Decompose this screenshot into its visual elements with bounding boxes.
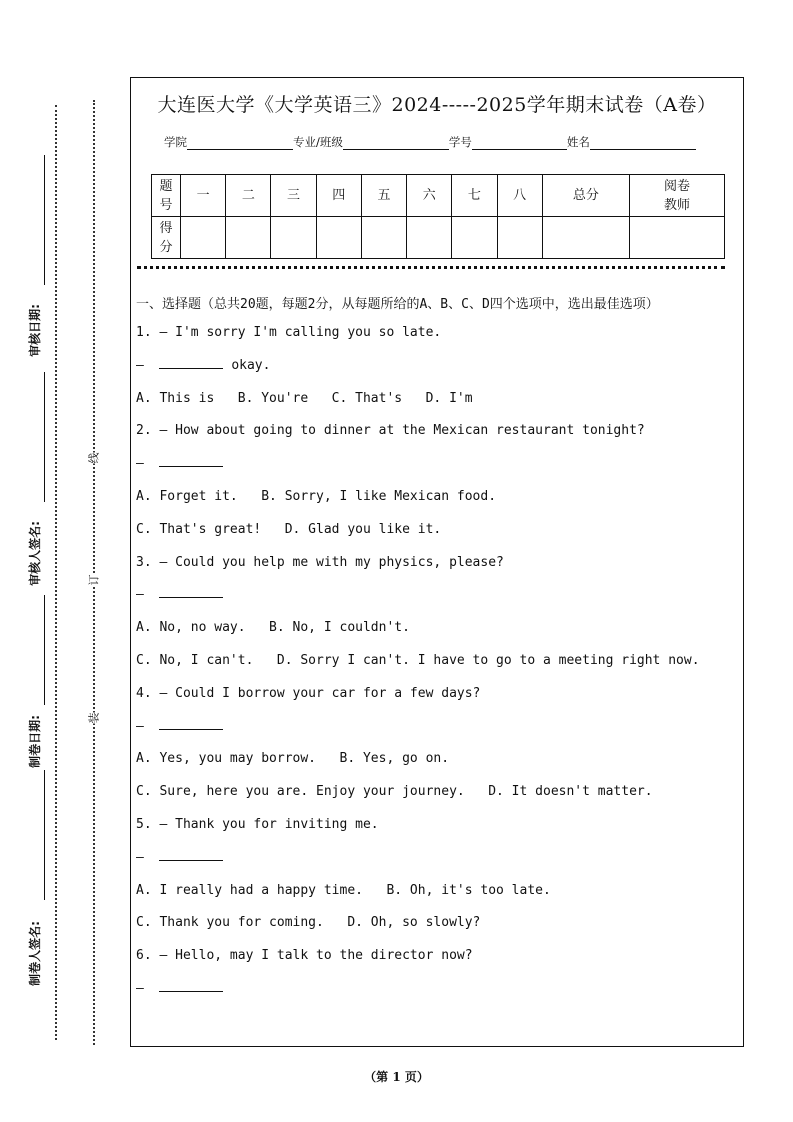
question-prompt: 6. — Hello, may I talk to the director now? (136, 948, 473, 964)
answer-dash: — (136, 980, 144, 996)
maker-sign-label: 制卷人签名: (27, 921, 42, 986)
questions-area (136, 294, 739, 1011)
answer-blank[interactable] (159, 454, 223, 467)
score-col-2: 二 (226, 175, 271, 217)
answer-line (136, 978, 739, 1011)
answer-options: A. I really had a happy time. B. Oh, it's too late. (136, 882, 551, 898)
score-cell[interactable] (361, 217, 406, 259)
answer-blank[interactable] (159, 848, 223, 861)
reviewer-sign-label: 审核人签名: (27, 521, 42, 586)
reviewer-sign-underline (44, 372, 45, 502)
exam-paper (130, 77, 744, 1047)
binding-mark-ding: 订 (87, 574, 101, 586)
name-label: 姓名 (566, 135, 590, 149)
answer-options: C. Thank you for coming. D. Oh, so slowly? (136, 915, 481, 931)
answer-dash: — (136, 718, 144, 734)
student-id-field[interactable] (472, 137, 567, 150)
question-prompt: 1. — I'm sorry I'm calling you so late. (136, 325, 442, 340)
score-col-8: 八 (497, 175, 542, 217)
review-date-label: 审核日期: (27, 304, 42, 357)
answer-blank[interactable] (159, 585, 223, 598)
answer-dash: — (136, 587, 144, 603)
answer-blank[interactable] (159, 979, 223, 992)
answer-suffix: okay. (231, 357, 271, 373)
binding-mark-zhuang: 装 (87, 712, 101, 724)
answer-blank[interactable] (159, 356, 223, 369)
answer-line (136, 716, 739, 749)
answer-line (136, 453, 739, 486)
question-number-label: 题 号 (152, 175, 181, 217)
reviewer-label: 阅卷 教师 (630, 175, 725, 217)
score-col-3: 三 (271, 175, 316, 217)
question-list (136, 322, 739, 1011)
score-col-total: 总分 (542, 175, 629, 217)
make-date-label: 制卷日期: (27, 715, 42, 768)
score-cell[interactable] (181, 217, 226, 259)
answer-options: A. Forget it. B. Sorry, I like Mexican food. (136, 488, 497, 504)
score-table (151, 174, 725, 259)
make-date-underline (44, 595, 45, 705)
score-col-6: 六 (407, 175, 452, 217)
score-cell[interactable] (316, 217, 361, 259)
answer-line (136, 584, 739, 617)
binding-mark-xian: 线 (87, 452, 101, 464)
score-col-5: 五 (361, 175, 406, 217)
score-table-score-row (152, 217, 725, 259)
answer-blank[interactable] (159, 717, 223, 730)
score-cell[interactable] (226, 217, 271, 259)
answer-dash: — (136, 357, 144, 373)
question-prompt: 3. — Could you help me with my physics, please? (136, 554, 504, 570)
answer-options: A. Yes, you may borrow. B. Yes, go on. (136, 751, 450, 767)
score-cell[interactable] (497, 217, 542, 259)
score-row-label: 得 分 (152, 217, 181, 259)
question-prompt: 4. — Could I borrow your car for a few days? (136, 685, 481, 701)
major-class-field[interactable] (343, 137, 449, 150)
score-cell[interactable] (271, 217, 316, 259)
score-table-header-row (152, 175, 725, 217)
binding-dotted-line-left (55, 105, 57, 1040)
answer-options: C. Sure, here you are. Enjoy your journey. D. It doesn't matter. (136, 784, 653, 800)
question-prompt: 2. — How about going to dinner at the Mexican restaurant tonight? (136, 423, 645, 439)
section-intro: 一、选择题（总共20题，每题2分，从每题所给的A、B、C、D四个选项中，选出最佳选项） (136, 297, 659, 312)
score-cell[interactable] (407, 217, 452, 259)
maker-sign-underline (44, 770, 45, 900)
score-col-7: 七 (452, 175, 497, 217)
college-label: 学院 (164, 135, 187, 149)
answer-options: A. This is B. You're C. That's D. I'm (136, 390, 473, 406)
answer-options: C. No, I can't. D. Sorry I can't. I have to go to a meeting right now. (136, 652, 700, 668)
answer-line (136, 847, 739, 880)
answer-line (136, 355, 739, 388)
student-id-label: 学号 (448, 135, 472, 149)
score-cell[interactable] (452, 217, 497, 259)
student-info-row (164, 134, 696, 150)
answer-dash: — (136, 849, 144, 865)
reviewer-sign-cell[interactable] (630, 217, 725, 259)
exam-title: 大连医大学《大学英语三》2024-----2025学年期末试卷（A卷） (157, 94, 717, 116)
section-divider (137, 266, 725, 269)
answer-dash: — (136, 456, 144, 472)
answer-options: C. That's great! D. Glad you like it. (136, 521, 442, 537)
page-number: （第 1 页） (364, 1070, 429, 1084)
college-field[interactable] (187, 137, 293, 150)
review-date-underline (44, 155, 45, 285)
score-cell-total[interactable] (542, 217, 629, 259)
question-prompt: 5. — Thank you for inviting me. (136, 816, 379, 832)
score-col-1: 一 (181, 175, 226, 217)
answer-options: A. No, no way. B. No, I couldn't. (136, 620, 410, 636)
name-field[interactable] (590, 137, 696, 150)
score-col-4: 四 (316, 175, 361, 217)
binding-dotted-line-right (93, 100, 95, 1045)
major-class-label: 专业/班级 (293, 135, 343, 149)
